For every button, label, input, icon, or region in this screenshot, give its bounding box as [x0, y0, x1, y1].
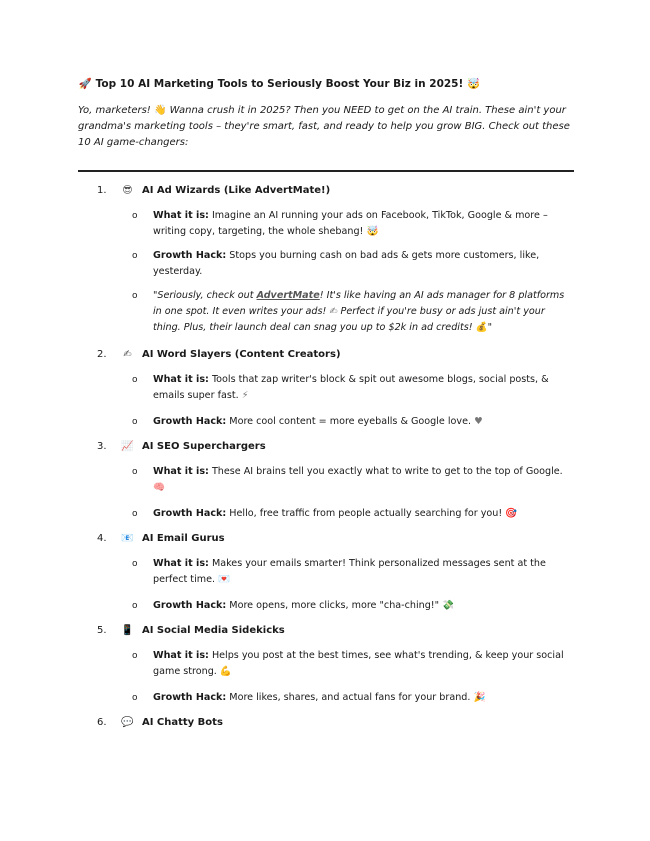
bullet-text: Stops you burning cash on bad ads & gets more customers, like, yesterday. [153, 250, 540, 277]
bullet-label: What it is: [153, 650, 209, 661]
quote-end: " [487, 322, 493, 333]
list-item-title: AI Social Media Sidekicks [141, 625, 285, 636]
page-title [78, 77, 578, 91]
bullet-marker: o [132, 467, 138, 477]
wave-icon: 👋 [154, 105, 167, 116]
bullet-text: More opens, more clicks, more "cha-ching!" [229, 600, 440, 611]
party-popper-icon: 🎉 [473, 692, 486, 703]
list-number: 3. [97, 441, 107, 452]
list-item-heading [97, 440, 567, 454]
brain-icon: 🧠 [153, 482, 165, 493]
list-number: 6. [97, 717, 107, 728]
advertmate-link[interactable]: AdvertMate [256, 290, 320, 301]
bullet-marker: o [132, 693, 138, 703]
bullet-text: Imagine an AI running your ads on Facebook, TikTok, Google & more – writing copy, targeting, the whole shebang! [153, 210, 548, 237]
bullet-marker: o [132, 509, 138, 519]
writing-hand-icon: ✍ [329, 306, 338, 317]
heart-icon: ♥ [474, 416, 483, 427]
bullet-text: Tools that zap writer's block & spit out awesome blogs, social posts, & emails super fast. [153, 374, 549, 401]
page-title-text: Top 10 AI Marketing Tools to Seriously Boost Your Biz in 2025! [95, 78, 464, 90]
bullet-label: What it is: [153, 466, 209, 477]
list-item-heading [97, 184, 567, 198]
bullet-label: Growth Hack: [153, 600, 227, 611]
rocket-icon: 🚀 [78, 78, 92, 90]
bullet-label: What it is: [153, 210, 209, 221]
intro-paragraph [78, 103, 578, 151]
list-item-title: AI Ad Wizards (Like AdvertMate!) [141, 185, 331, 196]
list-item-title: AI SEO Superchargers [141, 441, 266, 452]
list-item-title: AI Chatty Bots [141, 717, 223, 728]
bullet-label: Growth Hack: [153, 250, 227, 261]
mind-blown-icon: 🤯 [366, 226, 379, 237]
list-item-title: AI Email Gurus [141, 533, 225, 544]
lightning-icon: ⚡ [241, 390, 249, 401]
bullet-marker: o [132, 251, 138, 261]
bullet-label: Growth Hack: [153, 416, 227, 427]
bullet-text: More likes, shares, and actual fans for your brand. [229, 692, 471, 703]
intro-prefix: Yo, marketers! [78, 105, 151, 116]
list-item-heading [97, 716, 567, 730]
bullet-text: More cool content = more eyeballs & Google love. [229, 416, 472, 427]
love-letter-icon: 💌 [218, 574, 231, 585]
mind-blown-icon: 🤯 [467, 78, 481, 90]
target-icon: 🎯 [505, 508, 518, 519]
bullet-marker: o [132, 375, 138, 385]
bullet-marker: o [132, 211, 138, 221]
bullet-marker: o [132, 291, 138, 301]
bullet-label: What it is: [153, 558, 209, 569]
flexed-bicep-icon: 💪 [219, 666, 232, 677]
bullet-label: What it is: [153, 374, 209, 385]
money-wings-icon: 💸 [442, 600, 455, 611]
bullet-marker: o [132, 417, 138, 427]
bullet-label: Growth Hack: [153, 692, 227, 703]
speech-bubble-icon: 💬 [121, 717, 134, 728]
bullet-marker: o [132, 651, 138, 661]
chart-icon: 📈 [121, 441, 134, 452]
list-number: 4. [97, 533, 107, 544]
bullet-text: Hello, free traffic from people actually searching for you! [229, 508, 503, 519]
bullet-text: Makes your emails smarter! Think personalized messages sent at the perfect time. [153, 558, 546, 585]
phone-icon: 📱 [121, 625, 134, 636]
sunglasses-icon: 😎 [122, 185, 133, 196]
bullet-label: Growth Hack: [153, 508, 227, 519]
bullet-text: Helps you post at the best times, see what's trending, & keep your social game strong. [153, 650, 564, 677]
bullet-marker: o [132, 559, 138, 569]
intro-text: Wanna crush it in 2025? Then you NEED to get on the AI train. These ain't your grandma's marketing tools – they're smart, fast, and ready to help you grow BIG. Check out these 10 AI game-changers: [78, 105, 570, 148]
list-number: 5. [97, 625, 107, 636]
list-item-heading [97, 624, 567, 638]
list-item-heading [97, 348, 567, 362]
bullet-text: These AI brains tell you exactly what to write to get to the top of Google. [211, 466, 563, 477]
money-bag-icon: 💰 [475, 322, 488, 333]
writing-hand-icon: ✍ [123, 349, 132, 360]
quote-text: ! It's like having an AI ads manager for 8 platforms in one spot. It even writes your ads! [153, 290, 565, 317]
quote-text: "Seriously, check out [153, 290, 257, 301]
list-item-heading [97, 532, 567, 546]
bullet-marker: o [132, 601, 138, 611]
list-number: 2. [97, 349, 107, 360]
list-item-title: AI Word Slayers (Content Creators) [141, 349, 341, 360]
horizontal-divider [78, 170, 574, 172]
email-icon: 📧 [121, 533, 134, 544]
list-number: 1. [97, 185, 107, 196]
quote-text: Perfect if you're busy or ads just ain't your thing. Plus, their launch deal can snag you up to $2k in ad credits! [153, 306, 545, 333]
